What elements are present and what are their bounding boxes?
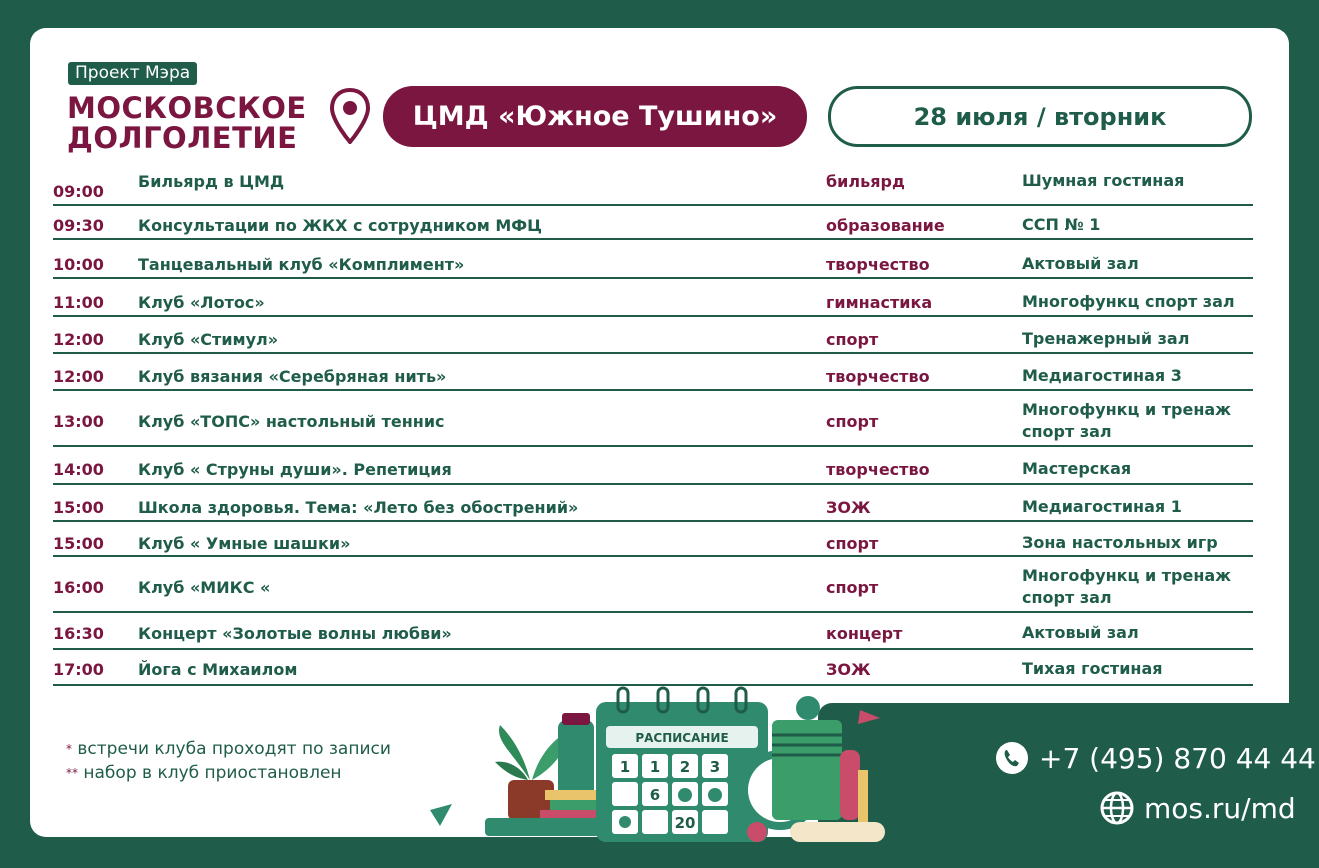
table-row: [53, 206, 1253, 240]
svg-text:3: 3: [709, 758, 721, 776]
footnote-2: ** набор в клуб приостановлен: [66, 763, 342, 783]
row-place: Многофункц и тренаж спорт зал: [1022, 566, 1232, 607]
table-row: [53, 485, 1253, 522]
row-place: Актовый зал: [1022, 623, 1139, 642]
row-time: 15:00: [53, 534, 104, 553]
row-time: 16:00: [53, 578, 104, 597]
table-row: [53, 240, 1253, 279]
svg-text:2: 2: [679, 758, 691, 776]
row-time: 15:00: [53, 498, 104, 517]
row-category: спорт: [826, 578, 879, 597]
site-contact[interactable]: [1100, 791, 1296, 825]
row-time: 14:00: [53, 460, 104, 479]
row-event: Йога с Михаилом: [138, 660, 298, 679]
row-place: Тренажерный зал: [1022, 329, 1190, 348]
logo: [67, 93, 307, 153]
row-category: ЗОЖ: [826, 660, 871, 679]
table-row: [53, 613, 1253, 650]
row-event: Клуб «ТОПС» настольный теннис: [138, 412, 445, 431]
row-category: творчество: [826, 460, 930, 479]
row-place: Тихая гостиная: [1022, 659, 1163, 678]
row-category: концерт: [826, 624, 903, 643]
table-row: [53, 391, 1253, 447]
row-category: спорт: [826, 412, 879, 431]
row-category: ЗОЖ: [826, 498, 871, 517]
svg-text:РАСПИСАНИЕ: РАСПИСАНИЕ: [635, 731, 729, 745]
row-time: 09:30: [53, 216, 104, 235]
table-row: [53, 522, 1253, 557]
row-place: Многофункц и тренаж спорт зал: [1022, 400, 1232, 441]
footnote-1: * встречи клуба проходят по записи: [66, 739, 391, 759]
phone-icon: [995, 741, 1029, 775]
row-time: 16:30: [53, 624, 104, 643]
venue-title: ЦМД «Южное Тушино»: [383, 86, 807, 147]
row-category: творчество: [826, 255, 930, 274]
row-category: бильярд: [826, 172, 905, 191]
row-place: Медиагостиная 3: [1022, 366, 1182, 385]
row-category: творчество: [826, 367, 930, 386]
row-event: Клуб вязания «Серебряная нить»: [138, 367, 447, 386]
row-event: Клуб «Стимул»: [138, 330, 279, 349]
logo-line-1: МОСКОВСКОЕ: [67, 91, 307, 125]
row-event: Школа здоровья. Тема: «Лето без обострений»: [138, 498, 579, 517]
row-place: Зона настольных игр: [1022, 533, 1218, 552]
table-row: [53, 447, 1253, 485]
row-event: Клуб « Умные шашки»: [138, 534, 351, 553]
row-event: Бильярд в ЦМД: [138, 172, 285, 191]
project-badge: Проект Мэра: [68, 62, 197, 85]
table-row: [53, 168, 1253, 206]
row-event: Клуб «Лотос»: [138, 293, 265, 312]
table-row: [53, 279, 1253, 317]
row-event: Клуб «МИКС «: [138, 578, 271, 597]
row-place: Шумная гостиная: [1022, 171, 1185, 190]
location-pin-icon: [330, 88, 370, 144]
date-label: 28 июля / вторник: [828, 86, 1252, 147]
row-place: Медиагостиная 1: [1022, 497, 1182, 516]
schedule-illustration: [400, 680, 910, 850]
svg-text:6: 6: [649, 786, 661, 804]
row-time: 13:00: [53, 412, 104, 431]
row-event: Танцевальный клуб «Комплимент»: [138, 255, 465, 274]
row-time: 10:00: [53, 255, 104, 274]
row-event: Клуб « Струны души». Репетиция: [138, 460, 452, 479]
row-place: Многофункц спорт зал: [1022, 292, 1235, 311]
phone-contact[interactable]: [995, 741, 1316, 775]
row-time: 09:00: [53, 182, 104, 201]
svg-text:1: 1: [619, 758, 631, 776]
globe-icon: [1100, 791, 1134, 825]
row-place: ССП № 1: [1022, 215, 1101, 234]
svg-text:1: 1: [649, 758, 661, 776]
phone-number[interactable]: +7 (495) 870 44 44: [1039, 741, 1316, 775]
row-time: 11:00: [53, 293, 104, 312]
row-place: Мастерская: [1022, 459, 1132, 478]
table-row: [53, 317, 1253, 354]
row-category: спорт: [826, 330, 879, 349]
row-category: спорт: [826, 534, 879, 553]
row-event: Концерт «Золотые волны любви»: [138, 624, 452, 643]
table-row: [53, 354, 1253, 391]
row-category: гимнастика: [826, 293, 933, 312]
row-event: Консультации по ЖКХ с сотрудником МФЦ: [138, 216, 542, 235]
row-time: 12:00: [53, 330, 104, 349]
row-time: 12:00: [53, 367, 104, 386]
row-category: образование: [826, 216, 945, 235]
svg-text:20: 20: [674, 814, 696, 832]
site-link[interactable]: mos.ru/md: [1144, 791, 1296, 825]
row-time: 17:00: [53, 660, 104, 679]
table-row: [53, 557, 1253, 613]
logo-line-2: ДОЛГОЛЕТИЕ: [67, 121, 298, 155]
row-place: Актовый зал: [1022, 254, 1139, 273]
footnotes: [66, 737, 391, 785]
